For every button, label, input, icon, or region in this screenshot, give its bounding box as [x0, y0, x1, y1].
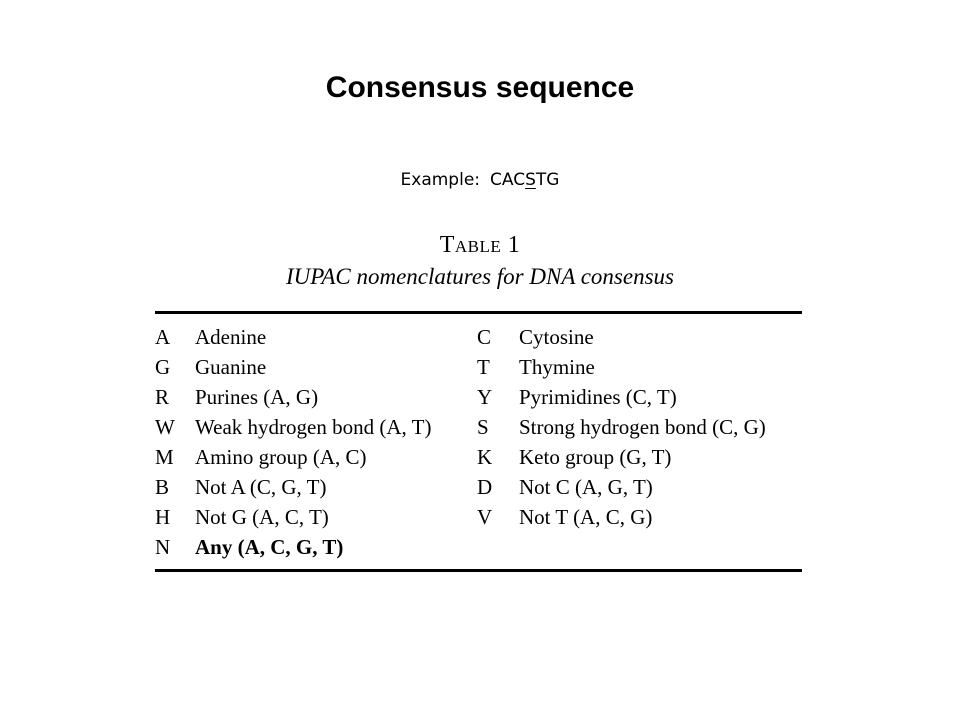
left-code: W [155, 415, 175, 439]
table-row [155, 412, 802, 442]
right-code: C [477, 325, 492, 349]
right-meaning: Pyrimidines (C, T) [519, 385, 677, 409]
right-code: S [477, 415, 489, 439]
table-row [155, 502, 802, 532]
left-code: R [155, 385, 170, 409]
left-code: A [155, 325, 171, 349]
left-code: G [155, 355, 171, 379]
right-meaning: Cytosine [519, 325, 594, 349]
left-meaning: Amino group (A, C) [195, 445, 367, 469]
table-row [155, 472, 802, 502]
table-subtitle: IUPAC nomenclatures for DNA consensus [285, 264, 674, 289]
left-code: B [155, 475, 170, 499]
right-code: V [477, 505, 493, 529]
table-row [155, 532, 802, 562]
right-code: T [477, 355, 490, 379]
example-label: Example: [400, 170, 481, 190]
table-bottom-rule [155, 569, 802, 572]
table-row [155, 322, 802, 352]
slide-title: Consensus sequence [325, 71, 635, 104]
right-meaning: Not T (A, C, G) [519, 505, 653, 529]
right-meaning: Keto group (G, T) [519, 445, 672, 469]
right-code: K [477, 445, 493, 469]
example-sequence-suffix: TG [535, 170, 560, 190]
right-meaning: Thymine [519, 355, 595, 379]
left-meaning: Not A (C, G, T) [195, 475, 327, 499]
table-row [155, 352, 802, 382]
example-sequence-prefix: CAC [490, 170, 526, 190]
right-code: Y [477, 385, 493, 409]
right-meaning: Strong hydrogen bond (C, G) [519, 415, 766, 439]
right-meaning [519, 532, 802, 562]
example-sequence-highlight: S [525, 170, 536, 190]
table-number: Table 1 [439, 232, 521, 258]
left-meaning: Not G (A, C, T) [195, 505, 329, 529]
left-meaning: Adenine [195, 325, 267, 349]
right-code [477, 532, 519, 562]
left-code: N [155, 535, 171, 559]
table-top-rule [155, 311, 802, 314]
table-row [155, 382, 802, 412]
left-code: M [155, 445, 174, 469]
right-meaning: Not C (A, G, T) [519, 475, 653, 499]
left-meaning: Any (A, C, G, T) [195, 535, 344, 559]
left-meaning: Purines (A, G) [195, 385, 319, 409]
example-line [0, 167, 960, 193]
iupac-table [155, 322, 802, 562]
table-row [155, 442, 802, 472]
left-code: H [155, 505, 171, 529]
left-meaning: Weak hydrogen bond (A, T) [195, 415, 432, 439]
left-meaning: Guanine [195, 355, 267, 379]
right-code: D [477, 475, 493, 499]
